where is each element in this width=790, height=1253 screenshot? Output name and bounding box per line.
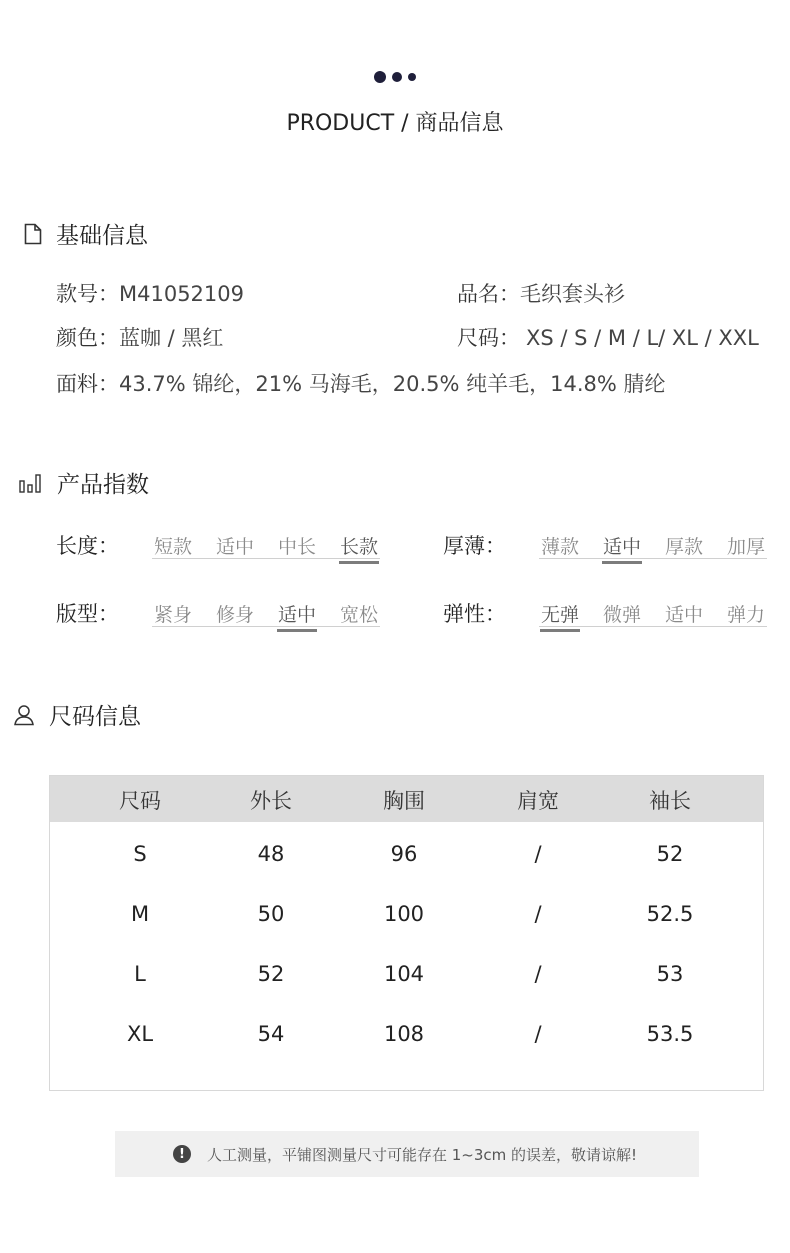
table-header-cell: 袖长 [649,789,691,813]
selected-indicator [339,561,379,564]
table-cell: L [134,962,146,986]
section-size-info-heading [13,698,141,731]
product-name-label: 品名： [457,282,520,306]
thickness-option: 薄款 [540,536,579,558]
dot-icon [408,73,416,81]
selected-indicator [602,561,642,564]
color-row [56,322,223,352]
section-title: 基础信息 [56,223,148,249]
size-table [49,775,764,1091]
table-cell: / [534,1022,542,1046]
fit-option: 宽松 [339,604,378,626]
decorative-dots [0,71,790,83]
table-cell: 108 [383,1022,425,1046]
exclamation-icon: ! [173,1145,191,1163]
table-header [50,776,763,822]
page-title: PRODUCT / 商品信息 [286,111,504,136]
table-header-cell: 尺码 [119,789,161,813]
length-option: 短款 [153,536,192,558]
dot-icon [374,71,386,83]
table-cell: M [130,902,150,926]
elasticity-option: 弹力 [726,604,765,626]
table-header-cell: 外长 [250,789,292,813]
table-cell: / [534,902,542,926]
table-cell: 52 [656,842,684,866]
thickness-option: 厚款 [664,536,703,558]
thickness-option: 适中 [601,532,643,561]
section-basic-info-heading [24,217,148,250]
table-cell: / [534,962,542,986]
size-row [457,322,759,352]
fabric-label: 面料： [56,372,119,396]
bar-chart-icon [19,473,41,493]
style-number-row [56,278,244,308]
table-cell: 50 [257,902,285,926]
style-number-label: 款号： [56,282,119,306]
table-cell: 96 [390,842,418,866]
product-name-value: 毛织套头衫 [520,282,625,306]
elasticity-option: 微弹 [602,604,641,626]
style-number-value: M41052109 [119,282,245,306]
table-cell: 48 [257,842,285,866]
notice-text: 人工测量，平铺图测量尺寸可能存在 1~3cm 的误差，敬请谅解! [206,1145,638,1164]
section-product-index-heading [19,466,149,499]
elasticity-option: 无弹 [539,600,581,629]
table-cell: 52.5 [646,902,694,926]
table-cell: XL [126,1022,154,1046]
person-icon [13,704,35,726]
table-cell: 52 [257,962,285,986]
fabric-value: 43.7% 锦纶，21% 马海毛，20.5% 纯羊毛，14.8% 腈纶 [119,372,666,396]
document-icon [24,223,42,245]
table-cell: 53 [656,962,684,986]
measurement-notice [115,1131,699,1177]
elasticity-label: 弹性： [443,602,506,626]
table-header-cell: 胸围 [383,789,425,813]
table-cell: 104 [383,962,425,986]
table-cell: S [133,842,147,866]
table-cell: 100 [383,902,425,926]
product-name-row [457,278,625,308]
table-cell: 53.5 [646,1022,694,1046]
fit-option: 适中 [276,600,318,629]
table-cell: 54 [257,1022,285,1046]
size-label: 尺码： [457,326,520,350]
length-option: 中长 [277,536,316,558]
length-label: 长度： [56,534,119,558]
thickness-option: 加厚 [726,536,765,558]
table-cell: / [534,842,542,866]
fit-label: 版型： [56,602,119,626]
fit-option: 修身 [215,604,254,626]
selected-indicator [277,629,317,632]
section-title: 尺码信息 [49,704,141,730]
thickness-label: 厚薄： [443,534,506,558]
section-title: 产品指数 [57,472,149,498]
color-value: 蓝咖 / 黑红 [119,326,224,350]
size-value: XS / S / M / L/ XL / XXL [526,326,759,350]
elasticity-option: 适中 [664,604,703,626]
fabric-row [56,368,666,398]
length-option: 长款 [338,532,380,561]
selected-indicator [540,629,580,632]
color-label: 颜色： [56,326,119,350]
dot-icon [392,72,402,82]
table-header-cell: 肩宽 [517,789,559,813]
length-option: 适中 [215,536,254,558]
fit-option: 紧身 [153,604,192,626]
